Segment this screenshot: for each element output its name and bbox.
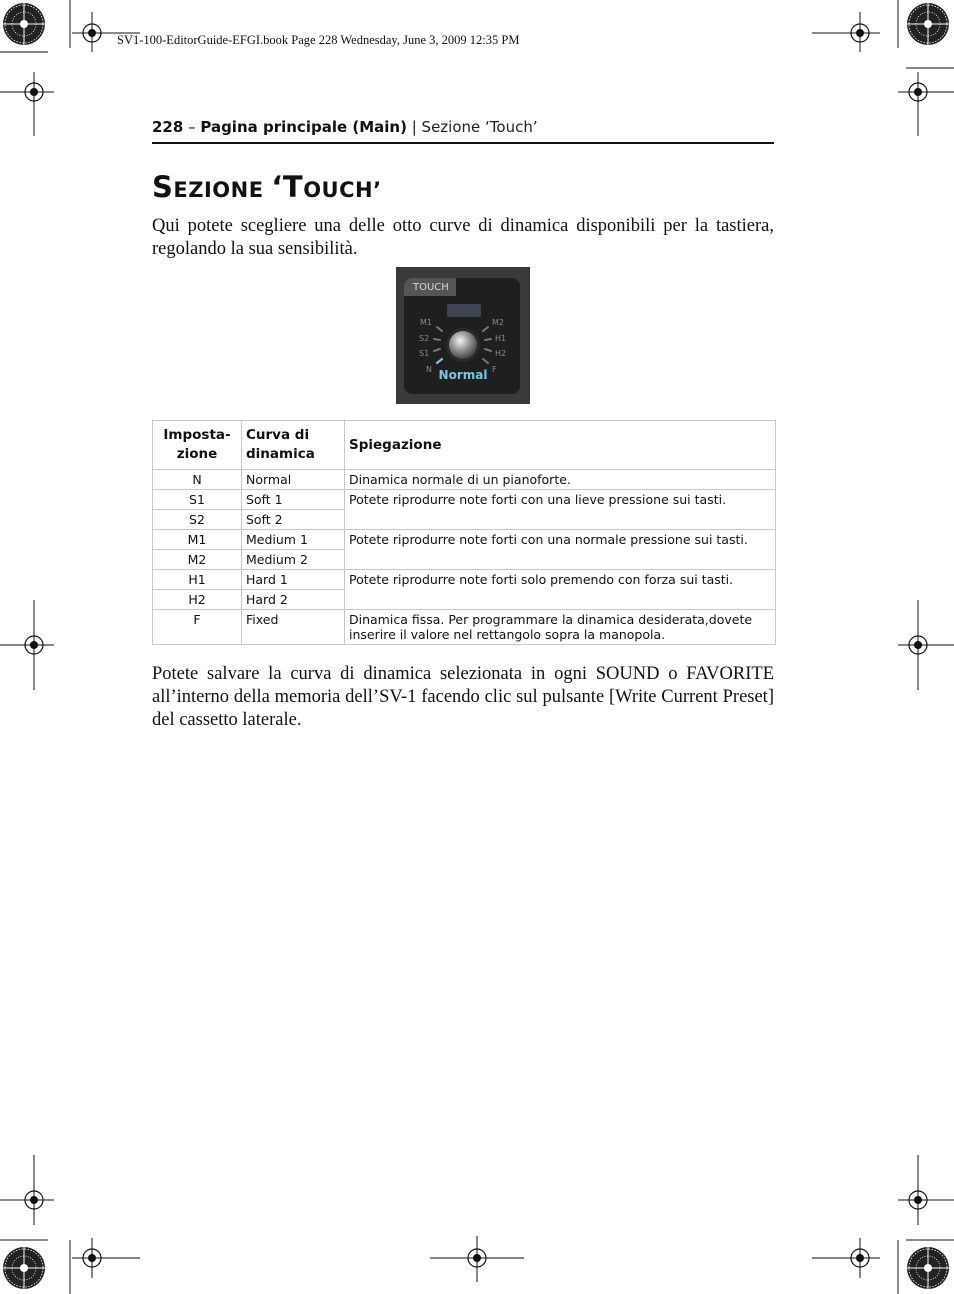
cell-curve: Hard 1 (242, 570, 345, 590)
cell-setting: H2 (153, 590, 242, 610)
touch-label: TOUCH (413, 282, 449, 293)
cell-explanation: Potete riprodurre note forti solo premendo con forza sui tasti. (345, 570, 776, 610)
mark-s1: S1 (419, 349, 430, 358)
cell-curve: Soft 1 (242, 490, 345, 510)
title-cap-1: S (152, 170, 174, 204)
page-title (152, 170, 382, 204)
mark-m2: M2 (492, 318, 504, 327)
cell-explanation: Dinamica normale di un pianoforte. (345, 470, 776, 490)
mark-m1: M1 (420, 318, 432, 327)
cell-setting: S2 (153, 510, 242, 530)
title-cap-2: ‘T (271, 170, 304, 204)
cell-setting: M2 (153, 550, 242, 570)
table-row (153, 570, 776, 590)
head-separator: | (406, 118, 422, 136)
page-number: 228 (152, 118, 184, 136)
cell-curve: Medium 1 (242, 530, 345, 550)
table-row (153, 490, 776, 510)
cell-setting: N (153, 470, 242, 490)
touch-panel-image (396, 267, 530, 404)
cell-curve: Medium 2 (242, 550, 345, 570)
header-setting: Imposta-zione (153, 421, 242, 470)
chapter-title: Pagina principale (Main) (200, 118, 407, 136)
cell-explanation: Dinamica fissa. Per programmare la dinamica desiderata,dovete inserire il valore nel rettangolo sopra la manopola. (345, 610, 776, 645)
mark-f: F (492, 365, 497, 374)
running-head (152, 118, 774, 136)
cell-explanation: Potete riprodurre note forti con una normale pressione sui tasti. (345, 530, 776, 570)
cell-curve: Hard 2 (242, 590, 345, 610)
table-row (153, 470, 776, 490)
title-rest-1: EZIONE (173, 178, 272, 202)
intro-paragraph: Qui potete scegliere una delle otto curve di dinamica disponibili per la tastiera, regolando la sua sensibilità. (152, 216, 774, 259)
touch-value: Normal (438, 368, 488, 382)
cell-explanation: Potete riprodurre note forti con una lieve pressione sui tasti. (345, 490, 776, 530)
title-rest-2: OUCH’ (303, 178, 382, 202)
mark-n: N (426, 365, 432, 374)
cell-curve: Soft 2 (242, 510, 345, 530)
cell-setting: S1 (153, 490, 242, 510)
cell-curve: Normal (242, 470, 345, 490)
head-dash: – (183, 118, 201, 136)
mark-s2: S2 (419, 334, 430, 343)
section-title: Sezione ‘Touch’ (421, 118, 538, 136)
book-info-line: SV1-100-EditorGuide-EFGI.book Page 228 Wednesday, June 3, 2009 12:35 PM (117, 33, 520, 47)
table-row (153, 610, 776, 645)
header-curve: Curva di dinamica (242, 421, 345, 470)
header-rule (152, 142, 774, 144)
cell-setting: F (153, 610, 242, 645)
closing-paragraph: Potete salvare la curva di dinamica selezionata in ogni SOUND o FAVORITE all’interno della memoria dell’SV-1 facendo clic sul pulsante [Write Current Preset] del cassetto laterale. (152, 664, 774, 730)
mark-h2: H2 (495, 349, 507, 358)
cell-curve: Fixed (242, 610, 345, 645)
mark-h1: H1 (495, 334, 507, 343)
cell-setting: H1 (153, 570, 242, 590)
header-explanation: Spiegazione (345, 421, 776, 470)
touch-curves-table (152, 420, 776, 645)
table-row (153, 530, 776, 550)
cell-setting: M1 (153, 530, 242, 550)
